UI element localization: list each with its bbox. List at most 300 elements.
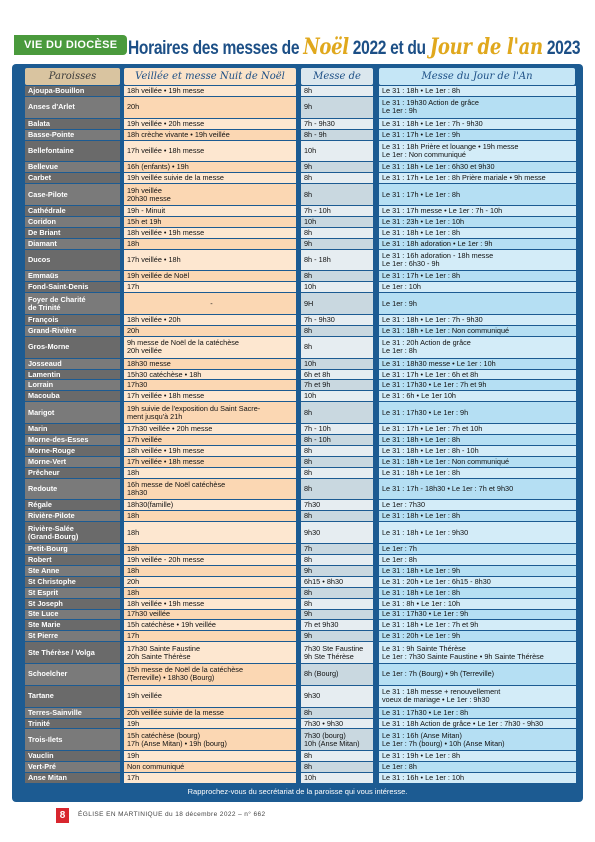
- parish-cell: [25, 751, 120, 761]
- veillee-cell-line: 20h Sainte Thérèse: [127, 651, 191, 661]
- noel-cell: [301, 435, 373, 445]
- parish-cell: [25, 86, 120, 96]
- veillee-cell-line: Non communiqué: [127, 762, 185, 772]
- veillee-cell-line: 17h30 Sainte Faustine: [127, 643, 201, 653]
- jour-an-cell: [379, 479, 576, 500]
- parish-cell-line: Foyer de Charité: [28, 294, 86, 304]
- parish-cell-line: Basse-Pointe: [28, 129, 75, 139]
- table-row: [25, 435, 576, 446]
- jour-an-cell-line: voeux de mariage • Le 1er : 9h30: [382, 695, 490, 705]
- veillee-cell-line: 17h veillée • 18h messe: [127, 391, 205, 401]
- parish-cell-line: Petit-Bourg: [28, 544, 68, 554]
- title-part3: 2023: [546, 38, 581, 59]
- jour-an-cell-line: Le 31 : 8h • Le 1er : 10h: [382, 598, 461, 608]
- parish-cell: [25, 119, 120, 129]
- jour-an-cell: [379, 620, 576, 630]
- veillee-cell: [124, 184, 296, 205]
- parish-cell: [25, 435, 120, 445]
- jour-an-cell-line: Le 31 : 18h • Le 1er : 6h30 et 9h30: [382, 162, 495, 172]
- noel-cell: [301, 631, 373, 641]
- noel-cell-line: 7h - 9h30: [304, 315, 335, 324]
- parish-cell-line: Coridon: [28, 216, 56, 226]
- parish-cell: [25, 708, 120, 718]
- noel-cell: [301, 370, 373, 380]
- noel-cell: [301, 184, 373, 205]
- noel-cell-line: 9h Ste Thérèse: [304, 651, 354, 661]
- noel-cell: [301, 610, 373, 620]
- table-row: [25, 555, 576, 566]
- noel-cell: [301, 500, 373, 510]
- jour-an-cell-line: Le 31 : 17h30 • Le 1er : 9h: [382, 609, 469, 619]
- noel-cell-line: 10h: [304, 358, 317, 368]
- noel-cell: [301, 97, 373, 118]
- noel-cell-line: 8h: [304, 407, 313, 417]
- parish-cell: [25, 773, 120, 783]
- veillee-cell: [124, 97, 296, 118]
- veillee-cell: [124, 435, 296, 445]
- noel-cell: [301, 424, 373, 434]
- title-part2: 2022 et du: [352, 38, 426, 59]
- noel-cell-line: 8h: [304, 598, 313, 608]
- jour-an-cell: [379, 162, 576, 172]
- table-row: [25, 162, 576, 173]
- parish-cell-line: Rivière-Pilote: [28, 511, 75, 521]
- veillee-cell-line: 20h veillée: [127, 346, 162, 356]
- parish-cell-line: Morne-Vert: [28, 456, 67, 466]
- table-row: [25, 588, 576, 599]
- parish-cell: [25, 577, 120, 587]
- table-row: [25, 271, 576, 282]
- veillee-cell: [124, 86, 296, 96]
- parish-cell: [25, 446, 120, 456]
- parish-cell-line: Robert: [28, 554, 52, 564]
- noel-cell: [301, 359, 373, 369]
- jour-an-cell-line: Le 31 : 18h adoration • Le 1er : 9h: [382, 238, 493, 248]
- veillee-cell: [124, 424, 296, 434]
- noel-cell-line: 7h30: [304, 500, 321, 510]
- noel-cell-line: 9h: [304, 609, 313, 619]
- parish-cell: [25, 359, 120, 369]
- veillee-cell-line: -: [210, 298, 213, 308]
- noel-cell-line: 6h et 8h: [304, 369, 331, 379]
- parish-cell: [25, 391, 120, 401]
- jour-an-cell: [379, 511, 576, 521]
- veillee-cell-line: 17h30: [127, 380, 148, 390]
- jour-an-cell-line: Le 31 : 17h • Le 1er : 9h: [382, 129, 461, 139]
- parish-cell-line: St Christophe: [28, 576, 76, 586]
- noel-cell-line: 10h: [304, 773, 317, 783]
- parish-cell-line: St Esprit: [28, 587, 59, 597]
- noel-cell: [301, 380, 373, 390]
- veillee-cell-line: 18h: [127, 527, 140, 537]
- parish-cell: [25, 762, 120, 772]
- table-row: [25, 250, 576, 272]
- veillee-cell-line: 16h (enfants) • 19h: [127, 162, 189, 172]
- veillee-cell: [124, 729, 296, 750]
- table-row: [25, 610, 576, 621]
- noel-cell-line: 7h30 (bourg): [304, 730, 346, 740]
- noel-cell-line: 8h: [304, 189, 313, 199]
- parish-cell-line: Ste Luce: [28, 609, 59, 619]
- noel-cell-line: 7h: [304, 544, 313, 554]
- jour-an-cell: [379, 293, 576, 314]
- noel-cell: [301, 141, 373, 162]
- veillee-cell: [124, 664, 296, 685]
- noel-cell-line: 8h: [304, 342, 313, 352]
- veillee-cell-line: 18h veillée • 19h messe: [127, 445, 205, 455]
- veillee-cell: [124, 446, 296, 456]
- table-row: [25, 424, 576, 435]
- noel-cell: [301, 544, 373, 554]
- table-row: [25, 599, 576, 610]
- noel-cell-line: 8h: [304, 707, 313, 717]
- jour-an-cell: [379, 206, 576, 216]
- veillee-cell-line: 19h veillée: [127, 185, 162, 195]
- table-row: [25, 762, 576, 773]
- table-row: [25, 391, 576, 402]
- parish-cell: [25, 184, 120, 205]
- veillee-cell-line: 19h: [127, 751, 140, 761]
- veillee-cell: [124, 271, 296, 281]
- parish-cell-line: Emmaüs: [28, 271, 59, 281]
- noel-cell: [301, 751, 373, 761]
- parish-cell-line: Anse Mitan: [28, 773, 67, 783]
- veillee-cell-line: 18h: [127, 544, 140, 554]
- noel-cell-line: 9h: [304, 565, 313, 575]
- parish-cell: [25, 130, 120, 140]
- jour-an-cell-line: Le 31 : 20h • Le 1er : 9h: [382, 631, 461, 641]
- veillee-cell-line: 17h (Anse Mitan) • 19h (bourg): [127, 738, 227, 748]
- veillee-cell: [124, 337, 296, 358]
- veillee-cell: [124, 457, 296, 467]
- noel-cell-line: 9H: [304, 298, 314, 308]
- table-row: [25, 468, 576, 479]
- noel-cell-line: 7h30 • 9h30: [304, 718, 344, 728]
- veillee-cell: [124, 500, 296, 510]
- noel-cell-line: 8h: [304, 467, 313, 477]
- noel-cell-line: 7h et 9h: [304, 380, 331, 390]
- veillee-cell-line: 17h veillée • 18h: [127, 255, 181, 264]
- col-header-veillee: Veillée et messe Nuit de Noël: [124, 68, 296, 85]
- parish-cell: [25, 544, 120, 554]
- parish-cell-line: Tartane: [28, 691, 54, 701]
- jour-an-cell-line: Le 31 : 19h30 Action de grâce: [382, 98, 479, 108]
- veillee-cell: [124, 228, 296, 238]
- jour-an-cell-line: Le 31 : 17h30 • Le 1er : 9h: [382, 407, 469, 417]
- jour-an-cell-line: Le 31 : 16h • Le 1er : 10h: [382, 773, 465, 783]
- table-row: [25, 566, 576, 577]
- noel-cell-line: 8h - 10h: [304, 435, 331, 444]
- noel-cell: [301, 217, 373, 227]
- parish-cell: [25, 457, 120, 467]
- jour-an-cell-line: Le 31 : 18h • Le 1er : 8h: [382, 587, 461, 597]
- table-row: [25, 326, 576, 337]
- parish-cell: [25, 370, 120, 380]
- veillee-cell: [124, 708, 296, 718]
- parish-cell: [25, 380, 120, 390]
- table-row: [25, 184, 576, 206]
- table-row: [25, 544, 576, 555]
- parish-cell: [25, 315, 120, 325]
- noel-cell: [301, 130, 373, 140]
- noel-cell-line: 7h30 Ste Faustine: [304, 643, 364, 653]
- noel-cell: [301, 555, 373, 565]
- table-row: [25, 642, 576, 664]
- jour-an-cell-line: Le 31 : 19h • Le 1er : 8h: [382, 751, 461, 761]
- noel-cell: [301, 588, 373, 598]
- noel-cell-line: 8h: [304, 751, 313, 761]
- parish-cell: [25, 522, 120, 543]
- noel-cell: [301, 457, 373, 467]
- jour-an-cell-line: Le 1er : 10h: [382, 282, 421, 292]
- jour-an-cell: [379, 435, 576, 445]
- noel-cell: [301, 479, 373, 500]
- parish-cell-line: Fond-Saint-Denis: [28, 282, 89, 292]
- jour-an-cell: [379, 380, 576, 390]
- table-row: [25, 708, 576, 719]
- parish-cell-line: Ste Anne: [28, 565, 60, 575]
- parish-cell: [25, 250, 120, 271]
- noel-cell-line: 6h15 • 8h30: [304, 576, 344, 586]
- veillee-cell-line: 17h30 veillée • 20h messe: [127, 424, 213, 434]
- veillee-cell-line: 17h: [127, 282, 140, 292]
- noel-cell: [301, 250, 373, 271]
- parish-cell-line: Morne-des-Esses: [28, 435, 89, 444]
- jour-an-cell-line: Le 1er : 7h (Bourg) • 9h (Terreville): [382, 669, 495, 679]
- veillee-cell-line: 18h: [127, 467, 140, 477]
- jour-an-cell: [379, 239, 576, 249]
- noel-cell-line: 8h: [304, 587, 313, 597]
- veillee-cell-line: 19h veillée • 20h messe: [127, 118, 205, 128]
- parish-cell-line: Macouba: [28, 391, 60, 401]
- veillee-cell: [124, 162, 296, 172]
- veillee-cell: [124, 359, 296, 369]
- jour-an-cell-line: Le 31 : 18h • Le 1er : 9h: [382, 565, 461, 575]
- veillee-cell-line: 17h: [127, 631, 140, 641]
- footer-note: Rapprochez-vous du secrétariat de la paroisse qui vous intéresse.: [187, 787, 408, 796]
- noel-cell-line: 7h - 9h30: [304, 118, 335, 128]
- veillee-cell: [124, 544, 296, 554]
- noel-cell: [301, 326, 373, 336]
- jour-an-cell: [379, 729, 576, 750]
- veillee-cell: [124, 631, 296, 641]
- parish-cell-line: Bellefontaine: [28, 145, 74, 155]
- jour-an-cell-line: Le 31 : 18h messe + renouvellement: [382, 687, 501, 697]
- veillee-cell: [124, 511, 296, 521]
- jour-an-cell: [379, 719, 576, 729]
- parish-cell-line: Redoute: [28, 484, 58, 494]
- table-row: [25, 511, 576, 522]
- parish-cell: [25, 719, 120, 729]
- veillee-cell-line: 20h veillée suivie de la messe: [127, 707, 224, 717]
- veillee-cell-line: 18h veillée • 19h messe: [127, 227, 205, 237]
- parish-cell-line: Gros-Morne: [28, 342, 70, 352]
- veillee-cell-line: 20h30 messe: [127, 193, 171, 203]
- jour-an-cell: [379, 119, 576, 129]
- veillee-cell: [124, 555, 296, 565]
- veillee-cell: [124, 315, 296, 325]
- page-number: 8: [56, 808, 69, 823]
- parish-cell: [25, 293, 120, 314]
- noel-cell-line: 9h: [304, 631, 313, 641]
- parish-cell-line: Ste Marie: [28, 620, 61, 630]
- noel-cell: [301, 271, 373, 281]
- noel-cell: [301, 686, 373, 707]
- parish-cell-line: Balata: [28, 118, 50, 128]
- col-header-noel: Messe de: [301, 68, 373, 85]
- veillee-cell-line: 18h: [127, 587, 140, 597]
- jour-an-cell-line: Le 1er : 9h: [382, 298, 417, 308]
- table-row: [25, 119, 576, 130]
- jour-an-cell: [379, 97, 576, 118]
- veillee-cell-line: 9h messe de Noël de la catéchèse: [127, 338, 239, 348]
- parish-cell-line: Terres-Sainville: [28, 707, 82, 717]
- noel-cell: [301, 708, 373, 718]
- table-row: [25, 446, 576, 457]
- table-row: [25, 577, 576, 588]
- table-row: [25, 86, 576, 97]
- noel-cell-line: 8h: [304, 456, 313, 466]
- veillee-cell: [124, 250, 296, 271]
- table-row: [25, 130, 576, 141]
- table-row: [25, 719, 576, 730]
- veillee-cell: [124, 380, 296, 390]
- veillee-cell: [124, 719, 296, 729]
- veillee-cell-line: 18h veillée • 19h messe: [127, 598, 205, 608]
- veillee-cell: [124, 642, 296, 663]
- veillee-cell-line: 20h: [127, 102, 140, 112]
- parish-cell-line: (Grand-Bourg): [28, 531, 79, 541]
- title-jour-an: Jour de l'an: [429, 34, 543, 60]
- veillee-cell: [124, 206, 296, 216]
- veillee-cell-line: 15h et 19h: [127, 216, 162, 226]
- veillee-cell: [124, 522, 296, 543]
- col-header-jour-an: Messe du Jour de l'An: [379, 68, 575, 85]
- publication-line: ÉGLISE EN MARTINIQUE du 18 décembre 2022 – n° 662: [78, 811, 266, 818]
- veillee-cell: [124, 141, 296, 162]
- veillee-cell: [124, 751, 296, 761]
- parish-cell: [25, 500, 120, 510]
- noel-cell-line: 7h - 10h: [304, 424, 331, 434]
- noel-cell-line: 8h: [304, 271, 313, 281]
- veillee-cell: [124, 293, 296, 314]
- table-row: [25, 457, 576, 468]
- noel-cell: [301, 282, 373, 292]
- jour-an-cell: [379, 566, 576, 576]
- veillee-cell: [124, 762, 296, 772]
- parish-cell: [25, 664, 120, 685]
- table-row: [25, 729, 576, 751]
- veillee-cell-line: 17h: [127, 773, 140, 783]
- jour-an-cell-line: Le 31 : 18h • Le 1er : Non communiqué: [382, 325, 510, 335]
- parish-cell-line: Ducos: [28, 255, 51, 264]
- jour-an-cell-line: Le 31 : 18h Action de grâce • Le 1er : 7h30 - 9h30: [382, 718, 544, 728]
- noel-cell-line: 9h: [304, 102, 313, 112]
- table-row: [25, 228, 576, 239]
- parish-cell-line: Vert-Pré: [28, 762, 56, 772]
- table-row: [25, 686, 576, 708]
- jour-an-cell: [379, 130, 576, 140]
- veillee-cell-line: 18h: [127, 565, 140, 575]
- veillee-cell: [124, 119, 296, 129]
- noel-cell-line: 9h: [304, 162, 313, 172]
- parish-cell-line: Case-Pilote: [28, 189, 68, 199]
- noel-cell-line: 8h - 9h: [304, 129, 327, 139]
- veillee-cell-line: 20h: [127, 576, 140, 586]
- veillee-cell: [124, 282, 296, 292]
- jour-an-cell-line: Le 1er : 8h: [382, 554, 417, 564]
- table-row: [25, 173, 576, 184]
- noel-cell-line: 10h (Anse Mitan): [304, 738, 360, 748]
- parish-cell: [25, 566, 120, 576]
- jour-an-cell-line: Le 31 : 17h • Le 1er : 8h: [382, 189, 461, 199]
- parish-cell: [25, 424, 120, 434]
- veillee-cell-line: 19h veillée - 20h messe: [127, 554, 205, 564]
- parish-cell-line: Carbet: [28, 173, 52, 183]
- parish-cell: [25, 271, 120, 281]
- veillee-cell: [124, 773, 296, 783]
- veillee-cell-line: 18h: [127, 238, 140, 248]
- parish-cell-line: Morne-Rouge: [28, 445, 76, 455]
- noel-cell-line: 8h: [304, 86, 313, 95]
- veillee-cell: [124, 217, 296, 227]
- noel-cell-line: 10h: [304, 391, 317, 401]
- veillee-cell-line: 17h veillée • 18h messe: [127, 456, 205, 466]
- col-header-paroisses: Paroisses: [25, 68, 120, 85]
- noel-cell: [301, 773, 373, 783]
- noel-cell-line: 8h: [304, 511, 313, 521]
- parish-cell-line: De Briant: [28, 227, 61, 237]
- jour-an-cell-line: Le 31 : 20h Action de grâce: [382, 338, 471, 348]
- jour-an-cell: [379, 141, 576, 162]
- noel-cell-line: 8h: [304, 227, 313, 237]
- veillee-cell-line: 17h veillée: [127, 435, 162, 444]
- veillee-cell-line: 18h30(famille): [127, 500, 174, 510]
- noel-cell: [301, 642, 373, 663]
- parish-cell-line: Schoelcher: [28, 669, 68, 679]
- parish-cell: [25, 326, 120, 336]
- veillee-cell-line: 19h veillée: [127, 691, 162, 701]
- parish-cell: [25, 686, 120, 707]
- jour-an-cell: [379, 686, 576, 707]
- veillee-cell-line: 19h: [127, 718, 140, 728]
- veillee-cell: [124, 566, 296, 576]
- parish-cell-line: St Joseph: [28, 598, 63, 608]
- veillee-cell-line: 16h messe de Noël catéchèse: [127, 480, 226, 490]
- veillee-cell-line: 17h veillée • 18h messe: [127, 145, 205, 155]
- jour-an-cell: [379, 271, 576, 281]
- parish-cell: [25, 479, 120, 500]
- parish-cell-line: Ste Thérèse / Volga: [28, 647, 95, 657]
- jour-an-cell: [379, 664, 576, 685]
- veillee-cell: [124, 173, 296, 183]
- parish-cell-line: St Pierre: [28, 631, 59, 641]
- veillee-cell-line: 18h: [127, 511, 140, 521]
- veillee-cell-line: 20h: [127, 325, 140, 335]
- jour-an-cell: [379, 359, 576, 369]
- jour-an-cell: [379, 500, 576, 510]
- noel-cell-line: 7h et 9h30: [304, 620, 339, 630]
- noel-cell-line: 8h: [304, 445, 313, 455]
- parish-cell: [25, 173, 120, 183]
- jour-an-cell: [379, 424, 576, 434]
- jour-an-cell-line: Le 1er : 6h30 - 9h: [382, 259, 440, 268]
- parish-cell-line: François: [28, 315, 59, 324]
- parish-cell: [25, 468, 120, 478]
- noel-cell: [301, 762, 373, 772]
- jour-an-cell-line: Le 31 : 17h30 • Le 1er : 8h: [382, 707, 469, 717]
- noel-cell: [301, 293, 373, 314]
